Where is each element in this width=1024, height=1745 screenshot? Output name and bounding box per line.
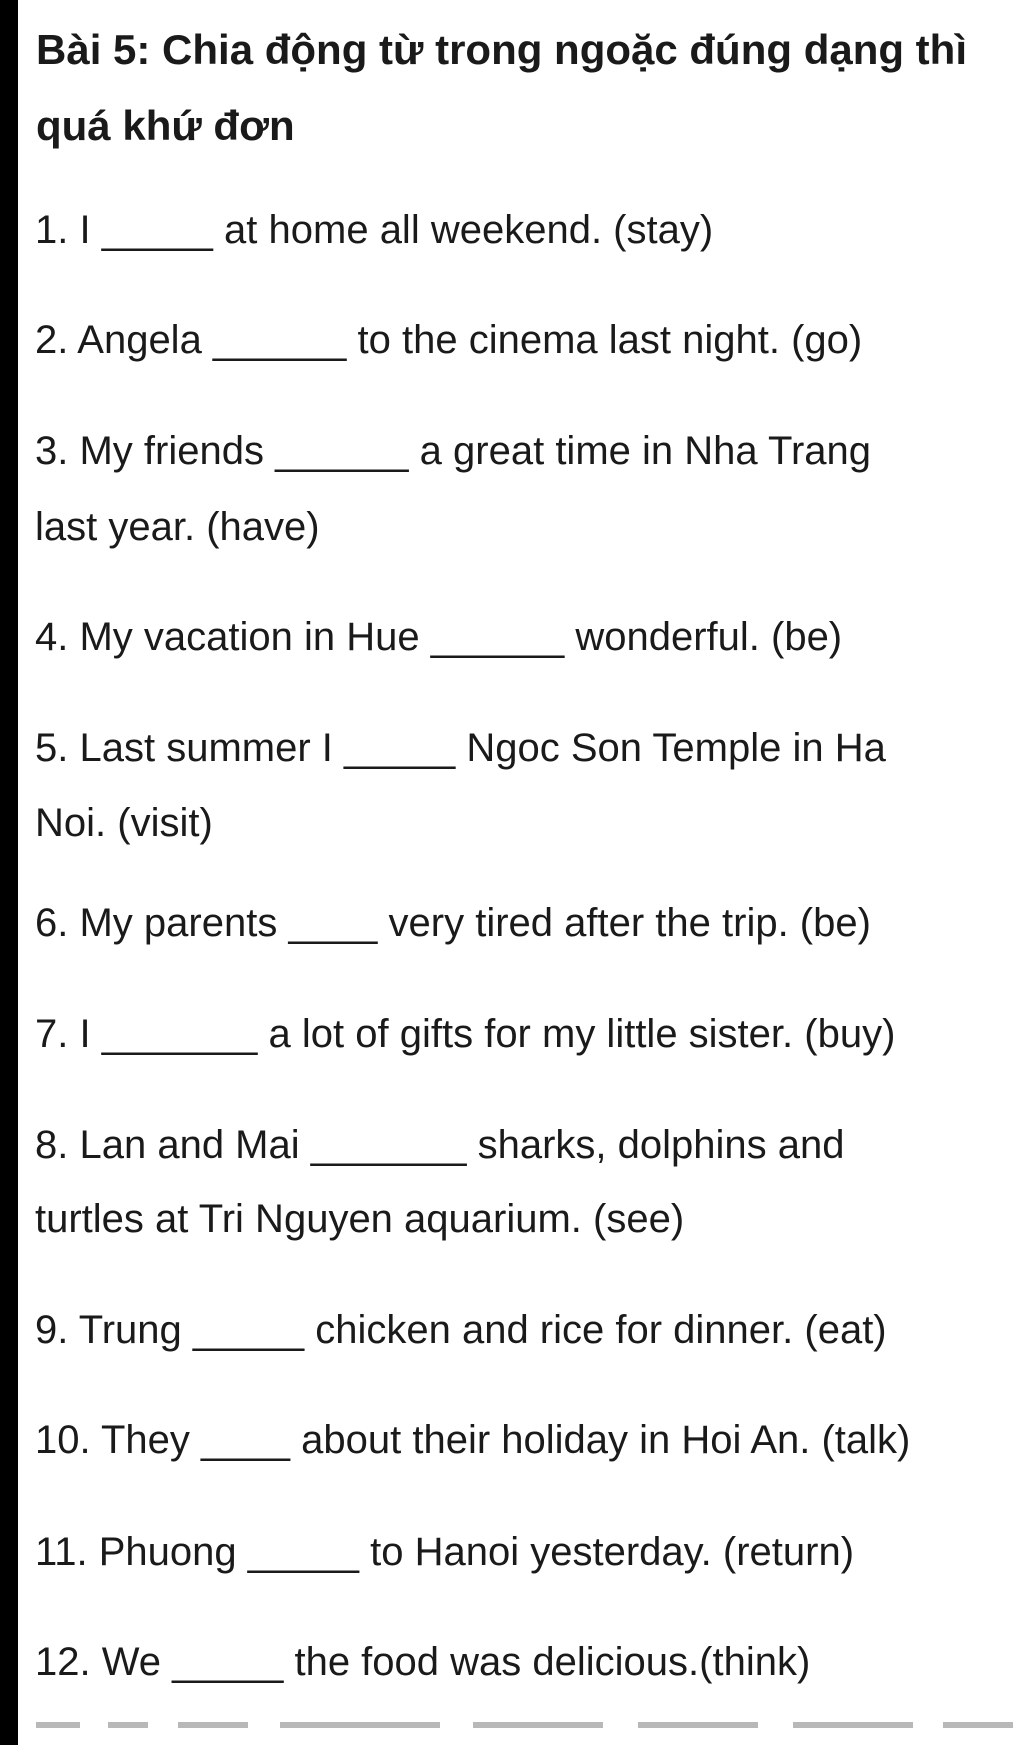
exercise-5-line-2: Noi. (visit): [35, 801, 213, 845]
worksheet-page: [18, 0, 1024, 1745]
exercise-title: Bài 5: Chia động từ trong ngoặc đúng dạng thì quá khứ đơn: [36, 26, 967, 149]
exercise-11: 11. Phuong _____ to Hanoi yesterday. (return): [35, 1530, 855, 1574]
exercise-12: 12. We _____ the food was delicious.(think): [35, 1640, 811, 1684]
exercise-2: 2. Angela ______ to the cinema last night. (go): [35, 318, 863, 362]
exercise-6: 6. My parents ____ very tired after the trip. (be): [35, 901, 871, 945]
exercise-7: 7. I _______ a lot of gifts for my little sister. (buy): [35, 1012, 896, 1056]
exercise-8-line-2: turtles at Tri Nguyen aquarium. (see): [35, 1197, 685, 1241]
exercise-1: 1. I _____ at home all weekend. (stay): [35, 208, 714, 252]
exercise-3-line-1: 3. My friends ______ a great time in Nha Trang: [35, 429, 872, 473]
exercise-4: 4. My vacation in Hue ______ wonderful. (be): [35, 615, 843, 659]
exercise-8-line-1: 8. Lan and Mai _______ sharks, dolphins and: [35, 1123, 845, 1167]
exercise-3-line-2: last year. (have): [35, 505, 320, 549]
exercise-10: 10. They ____ about their holiday in Hoi An. (talk): [35, 1418, 911, 1462]
exercise-5-line-1: 5. Last summer I _____ Ngoc Son Temple in Ha: [35, 726, 886, 770]
exercise-9: 9. Trung _____ chicken and rice for dinner. (eat): [35, 1308, 887, 1352]
